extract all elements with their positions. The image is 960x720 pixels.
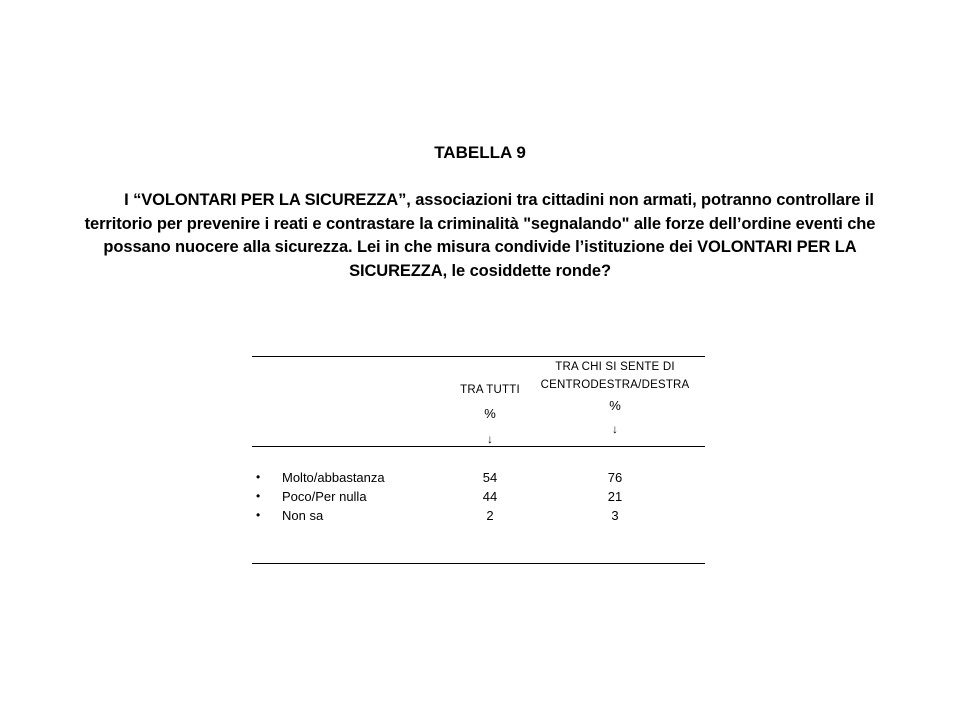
bullet-icon: • bbox=[256, 508, 261, 522]
table-title: TABELLA 9 bbox=[434, 143, 526, 162]
value-all: 2 bbox=[486, 508, 494, 523]
column-unit-all: % bbox=[484, 406, 496, 421]
column-header-all bbox=[440, 381, 540, 399]
column-header-centrodestra-label-2: CENTRODESTRA/DESTRA bbox=[540, 379, 690, 391]
value-centrodestra: 76 bbox=[607, 470, 623, 485]
column-header-centrodestra bbox=[530, 358, 700, 394]
question-line-3: possano nuocere alla sicurezza. Lei in che misura condivide l’istituzione dei VOLONTARI PER LA bbox=[103, 238, 857, 256]
value-centrodestra: 21 bbox=[607, 489, 623, 504]
value-all: 54 bbox=[482, 470, 498, 485]
row-label: Poco/Per nulla bbox=[282, 489, 367, 504]
column-header-centrodestra-label-1: TRA CHI SI SENTE DI bbox=[555, 361, 675, 373]
table-bottom-rule bbox=[252, 563, 705, 564]
table-body bbox=[252, 468, 705, 525]
bullet-icon: • bbox=[256, 470, 261, 484]
survey-question bbox=[22, 189, 938, 283]
column-unit-centrodestra: % bbox=[609, 398, 621, 413]
table-header-rule bbox=[252, 446, 705, 447]
down-arrow-icon: ↓ bbox=[612, 422, 618, 436]
question-line-4: SICUREZZA, le cosiddette ronde? bbox=[349, 261, 611, 280]
down-arrow-icon: ↓ bbox=[487, 432, 493, 446]
table-row bbox=[252, 506, 705, 525]
value-all: 44 bbox=[482, 489, 498, 504]
bullet-icon: • bbox=[256, 489, 261, 503]
question-line bbox=[22, 189, 938, 213]
value-centrodestra: 3 bbox=[611, 508, 619, 523]
question-line-1: I “VOLONTARI PER LA SICUREZZA”, associazioni tra cittadini non armati, potranno controllare il bbox=[124, 191, 874, 209]
table-row bbox=[252, 487, 705, 506]
table-row bbox=[252, 468, 705, 487]
table-top-rule bbox=[252, 356, 705, 357]
column-header-all-label: TRA TUTTI bbox=[460, 384, 520, 396]
question-line-2: territorio per prevenire i reati e contrastare la criminalità "segnalando" alle forze dell’ordine eventi che bbox=[84, 214, 876, 233]
row-label: Molto/abbastanza bbox=[282, 470, 385, 485]
row-label: Non sa bbox=[282, 508, 324, 523]
